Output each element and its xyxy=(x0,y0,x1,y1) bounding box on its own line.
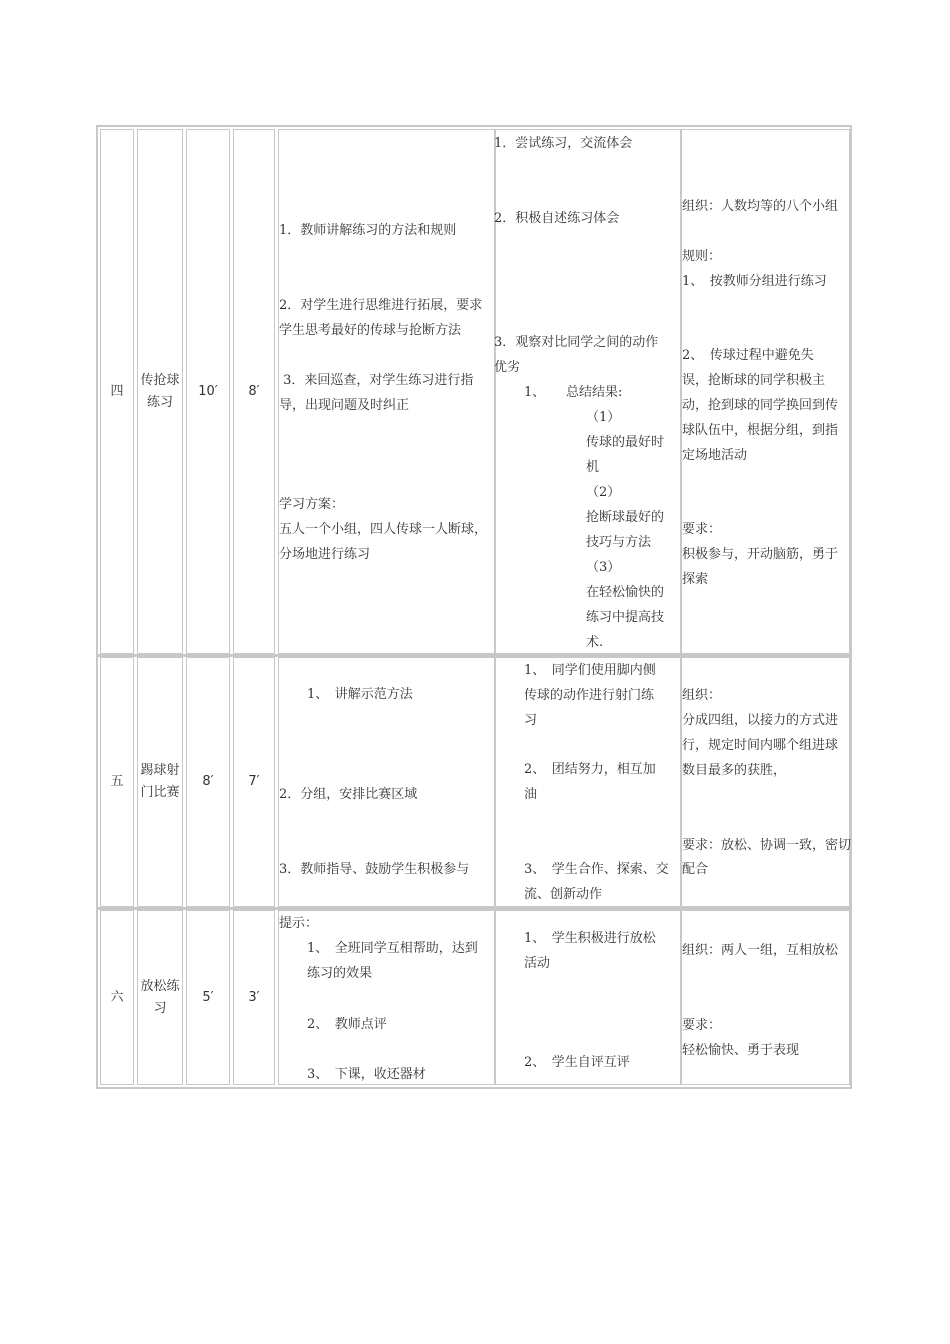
student-step: 2、 团结努力，相互加 xyxy=(524,762,656,777)
section-number: 四 xyxy=(110,383,124,399)
summary-number: 1、 xyxy=(524,385,546,400)
time-practice-cell xyxy=(233,910,275,1085)
plan-line: 分场地进行练习 xyxy=(279,547,371,562)
result-line: 术. xyxy=(586,635,604,650)
teacher-step: 1．教师讲解练习的方法和规则 xyxy=(279,223,457,238)
activity-name-cell xyxy=(137,910,183,1085)
organization-cell xyxy=(681,910,850,1085)
org-line: 行，规定时间内哪个组进球 xyxy=(682,738,839,753)
activity-name: 传抢球练习 xyxy=(140,372,180,410)
time-practice: 8′ xyxy=(248,383,260,399)
org-line: 组织：人数均等的八个小组 xyxy=(682,199,839,214)
student-step: 传球的动作进行射门练 xyxy=(524,688,655,703)
teacher-activity-cell xyxy=(278,657,495,907)
teacher-step: 3．教师指导、鼓励学生积极参与 xyxy=(279,862,470,877)
section-number-cell xyxy=(100,129,134,654)
activity-name-cell xyxy=(137,657,183,907)
time-total-cell xyxy=(186,129,230,654)
time-practice-cell xyxy=(233,129,275,654)
student-step: 1．尝试练习，交流体会 xyxy=(494,136,633,151)
organization-cell xyxy=(681,129,850,654)
activity-name: 踢球射门比赛 xyxy=(140,763,180,800)
teacher-step: 1、 讲解示范方法 xyxy=(307,687,413,702)
time-total-cell xyxy=(186,910,230,1085)
section-number-cell xyxy=(100,910,134,1085)
result-line: 练习中提高技 xyxy=(586,610,665,625)
time-practice-cell xyxy=(233,657,275,907)
result-line: （2） xyxy=(586,485,621,500)
org-line: 球队伍中，根据分组，到指 xyxy=(682,423,839,438)
teacher-step: 导，出现问题及时纠正 xyxy=(279,398,410,413)
student-step: 1、 学生积极进行放松 xyxy=(524,931,656,946)
activity-name: 放松练习 xyxy=(140,978,180,1016)
student-activity-cell xyxy=(495,910,681,1085)
result-line: 抢断球最好的 xyxy=(586,510,665,525)
result-line: 机 xyxy=(586,460,600,475)
table-row xyxy=(98,910,850,1085)
student-step: 3、 学生合作、探索、交 xyxy=(524,862,669,877)
org-line: 组织：两人一组，互相放松 xyxy=(682,943,839,958)
student-step: 优劣 xyxy=(494,360,521,375)
summary-label: 总结结果: xyxy=(566,385,623,400)
section-number: 五 xyxy=(110,774,124,789)
student-step: 3．观察对比同学之间的动作 xyxy=(494,335,659,350)
teacher-step: 3、 下课，收还器材 xyxy=(307,1067,426,1082)
teacher-step: 1、 全班同学互相帮助，达到 xyxy=(307,941,478,956)
plan-title: 学习方案： xyxy=(279,497,345,512)
activity-name-cell xyxy=(137,129,183,654)
student-step: 流、创新动作 xyxy=(524,887,603,902)
org-line: 2、 传球过程中避免失 xyxy=(682,348,814,363)
org-line: 误，抢断球的同学积极主 xyxy=(682,373,826,388)
org-line: 轻松愉快、勇于表现 xyxy=(682,1043,800,1058)
result-line: （3） xyxy=(586,560,621,575)
student-step: 2．积极自述练习体会 xyxy=(494,211,620,226)
result-line: 在轻松愉快的 xyxy=(586,585,665,600)
section-number: 六 xyxy=(110,989,124,1005)
result-line: 传球的最好时 xyxy=(586,435,665,450)
org-line: 积极参与，开动脑筋，勇于 xyxy=(682,547,839,562)
organization-cell xyxy=(681,657,850,907)
time-total: 10′ xyxy=(198,383,218,399)
student-step: 油 xyxy=(524,787,538,802)
org-line: 分成四组，以接力的方式进 xyxy=(682,713,839,728)
time-total: 5′ xyxy=(202,989,214,1005)
teacher-step: 提示： xyxy=(279,916,319,931)
org-line: 定场地活动 xyxy=(682,448,748,463)
org-line: 数目最多的获胜， xyxy=(682,763,787,778)
student-activity-cell xyxy=(495,657,681,907)
org-line: 要求：放松、协调一致，密切 xyxy=(682,838,852,853)
student-step: 活动 xyxy=(524,956,551,971)
org-line: 1、 按教师分组进行练习 xyxy=(682,274,827,289)
teacher-step: 2．对学生进行思维进行拓展，要求 xyxy=(279,298,483,313)
table-row xyxy=(98,657,850,907)
section-number-cell xyxy=(100,657,134,907)
teacher-step: 2．分组，安排比赛区域 xyxy=(279,787,418,802)
time-total: 8′ xyxy=(202,774,214,789)
plan-line: 五人一个小组，四人传球一人断球， xyxy=(279,522,488,537)
lesson-plan-table xyxy=(96,125,852,1089)
teacher-activity-cell xyxy=(278,129,495,654)
time-practice: 7′ xyxy=(248,774,260,789)
student-activity-cell xyxy=(495,129,681,654)
teacher-step: 2、 教师点评 xyxy=(307,1017,387,1032)
time-practice: 3′ xyxy=(248,989,260,1005)
org-line: 动，抢到球的同学换回到传 xyxy=(682,398,839,413)
student-step: 2、 学生自评互评 xyxy=(524,1055,630,1070)
table-row xyxy=(98,129,850,654)
org-line: 配合 xyxy=(682,862,709,877)
time-total-cell xyxy=(186,657,230,907)
result-line: 技巧与方法 xyxy=(586,535,652,550)
result-line: （1） xyxy=(586,410,621,425)
teacher-step: 3．来回巡查，对学生练习进行指 xyxy=(279,373,474,388)
student-step: 1、 同学们使用脚内侧 xyxy=(524,663,656,678)
teacher-step: 学生思考最好的传球与抢断方法 xyxy=(279,323,462,338)
org-line: 要求： xyxy=(682,522,722,537)
teacher-activity-cell xyxy=(278,910,495,1085)
org-line: 探索 xyxy=(682,572,709,587)
org-line: 要求： xyxy=(682,1018,722,1033)
org-line: 规则： xyxy=(682,249,722,264)
student-step: 习 xyxy=(524,713,538,728)
teacher-step: 练习的效果 xyxy=(307,966,373,981)
org-line: 组织： xyxy=(682,688,722,703)
